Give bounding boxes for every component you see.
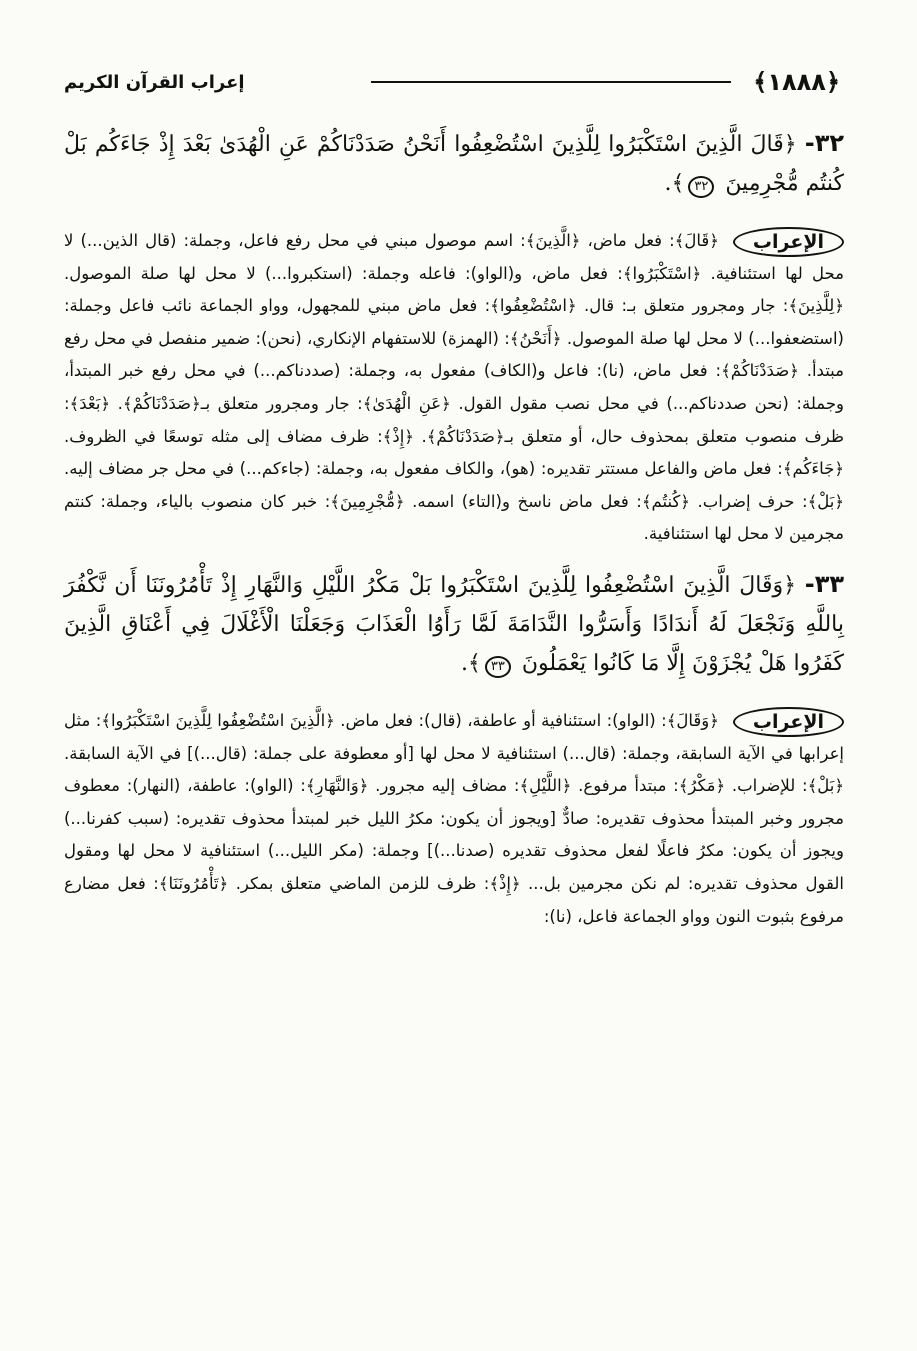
verse-end-mark: ٣٣ — [485, 656, 511, 678]
page — [64, 60, 844, 933]
ierab-section-33 — [64, 705, 844, 933]
verse-number: ٣٢- — [804, 129, 844, 157]
verse-number: ٣٣- — [804, 569, 844, 598]
verse-32 — [64, 124, 844, 203]
page-header — [64, 60, 844, 104]
ierab-paragraph: ﴿قَالَ﴾: فعل ماض، ﴿الَّذِينَ﴾: اسم موصول مبني في محل رفع فاعل، وجملة: (قال الذين...) لا محل لها استئنافية. ﴿اسْتَكْبَرُوا﴾: فعل ماض، و(الواو): فاعله وجملة: (استكبروا...) لا محل لها صلة الموصول. ﴿لِلَّذِينَ﴾: جار ومجرور متعلق بـ: قال. ﴿اسْتُضْعِفُوا﴾: فعل ماض مبني للمجهول، وواو الجماعة نائب فاعل وجملة: (استضعفوا...) لا محل لها صلة الموصول. ﴿أَنَحْنُ﴾: (الهمزة) للاستفهام الإنكاري، (نحن): ضمير منفصل في محل رفع مبتدأ. ﴿صَدَدْنَاكُمْ﴾: فعل ماض، (نا): فاعل و(الكاف) مفعول به، وجملة: (صددناكم...) في محل رفع خبر المبتدأ، وجملة: (نحن صددناكم...) في محل نصب مقول القول. ﴿عَنِ الْهُدَىٰ﴾: جار ومجرور متعلق بـ﴿صَدَدْنَاكُمْ﴾. ﴿بَعْدَ﴾: ظرف منصوب متعلق بمحذوف حال، أو متعلق بـ﴿صَدَدْنَاكُمْ﴾. ﴿إِذْ﴾: ظرف مضاف إلى مثله توسعًا في الظروف. ﴿جَاءَكُم﴾: فعل ماض والفاعل مستتر تقديره: (هو)، والكاف مفعول به، وجملة: (جاءكم...) في محل جر مضاف إليه. ﴿بَلْ﴾: حرف إضراب. ﴿كُنتُم﴾: فعل ماض ناسخ و(التاء) اسمه. ﴿مُّجْرِمِينَ﴾: خبر كان منصوب بالياء، وجملة: كنتم مجرمين لا محل لها استئنافية. — [64, 231, 844, 544]
ierab-paragraph: ﴿وَقَالَ﴾: (الواو): استئنافية أو عاطفة، (قال): فعل ماض. ﴿الَّذِينَ اسْتُضْعِفُوا لِلَّذِينَ اسْتَكْبَرُوا﴾: مثل إعرابها في الآية السابقة، وجملة: (قال...) استئنافية لا محل لها [أو معطوفة على جملة: (قال...)] في الآية السابقة. ﴿بَلْ﴾: للإضراب. ﴿مَكْرُ﴾: مبتدأ مرفوع. ﴿اللَّيْلِ﴾: مضاف إليه مجرور. ﴿وَالنَّهَارِ﴾: (الواو): عاطفة، (النهار): معطوف مجرور وخبر المبتدأ محذوف تقديره: صادٌّ [ويجوز أن يكون: مكرُ الليل خبر لمبتدأ محذوف تقديره: (سبب كفرنا...) ويجوز أن يكون: مكرُ فاعلًا لفعل محذوف تقديره (صدنا...)] وجملة: (مكر الليل...) استئنافية لا محل لها ومقول القول محذوف تقديره: لم نكن مجرمين بل... ﴿إِذْ﴾: ظرف للزمن الماضي متعلق بمكر. ﴿تَأْمُرُونَنَا﴾: فعل مضارع مرفوع بثبوت النون وواو الجماعة فاعل، (نا): — [64, 710, 844, 926]
ierab-label: الإعراب — [733, 227, 844, 257]
verse-end-mark: ٣٢ — [688, 176, 714, 198]
verse-text: ﴿وَقَالَ الَّذِينَ اسْتُضْعِفُوا لِلَّذِينَ اسْتَكْبَرُوا بَلْ مَكْرُ اللَّيْلِ وَالنَّهَارِ إِذْ تَأْمُرُونَنَا أَن نَّكْفُرَ بِاللَّهِ وَنَجْعَلَ لَهُ أَندَادًا وَأَسَرُّوا النَّدَامَةَ لَمَّا رَأَوُا الْعَذَابَ وَجَعَلْنَا الْأَغْلَالَ فِي أَعْنَاقِ الَّذِينَ كَفَرُوا هَلْ يُجْزَوْنَ إِلَّا مَا كَانُوا يَعْمَلُونَ — [64, 572, 844, 676]
header-rule — [371, 81, 731, 83]
verse-text: ﴿قَالَ الَّذِينَ اسْتَكْبَرُوا لِلَّذِينَ اسْتُضْعِفُوا أَنَحْنُ صَدَدْنَاكُمْ عَنِ الْهُدَىٰ بَعْدَ إِذْ جَاءَكُم بَلْ كُنتُم مُّجْرِمِينَ — [64, 132, 844, 196]
ierab-label: الإعراب — [733, 707, 844, 737]
verse-closing: ﴾. — [461, 650, 481, 676]
page-number: ﴿١٨٨٨﴾ — [753, 68, 840, 96]
book-title: إعراب القرآن الكريم — [64, 71, 245, 93]
ierab-section-32 — [64, 225, 844, 551]
verse-33 — [64, 565, 844, 683]
verse-closing: ﴾. — [664, 171, 685, 196]
